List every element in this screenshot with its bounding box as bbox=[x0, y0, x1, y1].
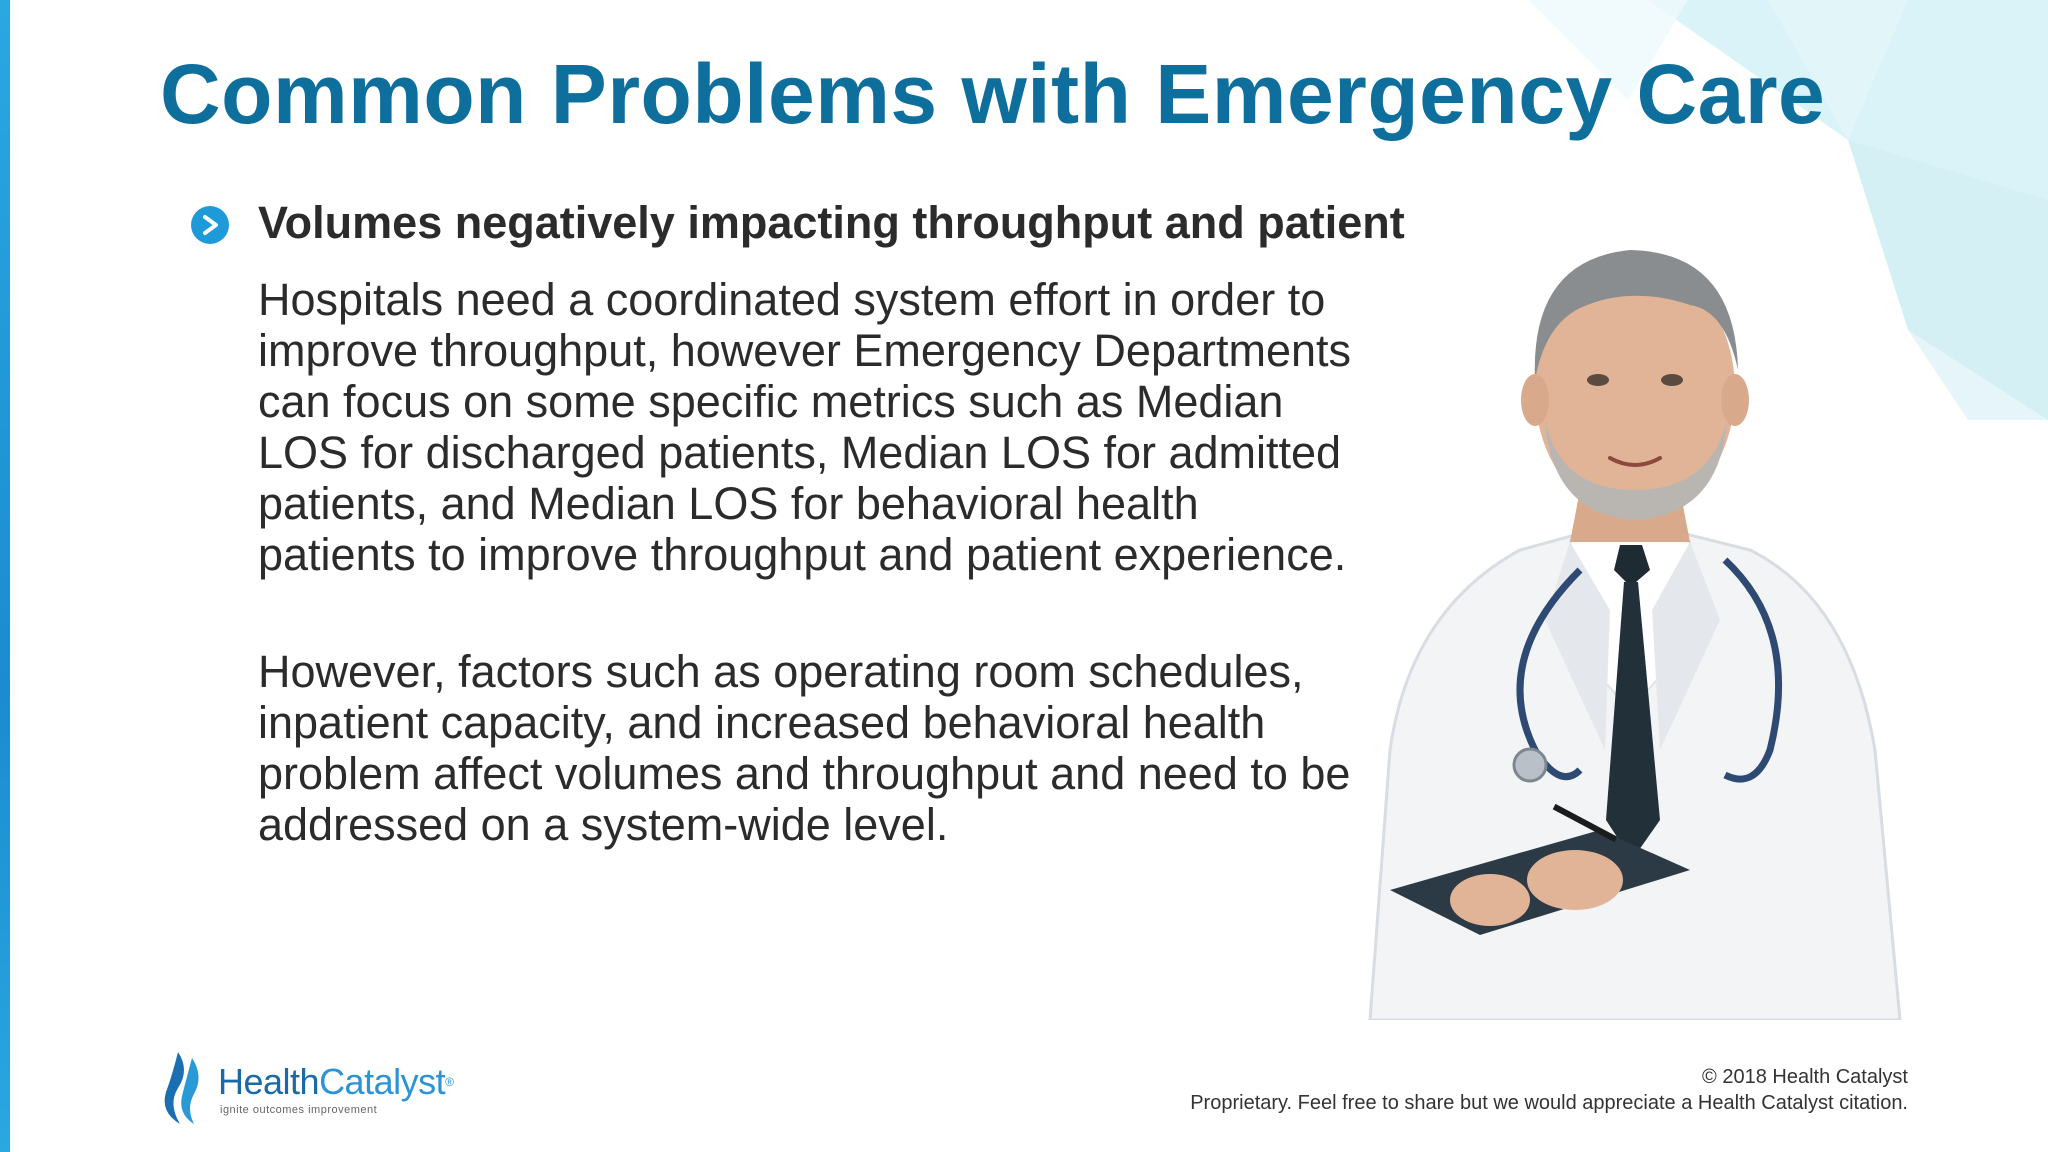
health-catalyst-logo bbox=[160, 1050, 480, 1128]
logo-wordmark bbox=[218, 1062, 453, 1102]
logo-word-catalyst: Catalyst bbox=[319, 1061, 446, 1102]
footer-notice: Proprietary. Feel free to share but we would appreciate a Health Catalyst citation. bbox=[1190, 1092, 1908, 1114]
footer-copyright: © 2018 Health Catalyst bbox=[1702, 1066, 1908, 1088]
body-paragraph-2: However, factors such as operating room schedules, inpatient capacity, and increased behavioral health problem affect volumes and throughput and need to be addressed on a system-wide level. bbox=[258, 646, 1351, 850]
chevron-right-circle-icon bbox=[190, 205, 230, 245]
doctor-photo bbox=[1330, 190, 1930, 1020]
slide-title: Common Problems with Emergency Care bbox=[160, 47, 1826, 141]
flame-logo-icon bbox=[160, 1050, 210, 1126]
logo-word-health: Health bbox=[218, 1061, 320, 1102]
body-paragraph-1: Hospitals need a coordinated system effort in order to improve throughput, however Emergency Departments can focus on some specific metrics such as Median LOS for discharged patients, Median LOS for admitted patients, and Median LOS for behavioral health patients to improve throughput and patient experience. bbox=[258, 274, 1352, 580]
bullet-heading: Volumes negatively impacting throughput and patient bbox=[258, 197, 1405, 248]
logo-registered-mark: ® bbox=[445, 1075, 454, 1089]
left-accent-bar bbox=[0, 0, 10, 1152]
footer bbox=[1190, 1064, 1908, 1116]
logo-tagline: ignite outcomes improvement bbox=[220, 1104, 378, 1116]
